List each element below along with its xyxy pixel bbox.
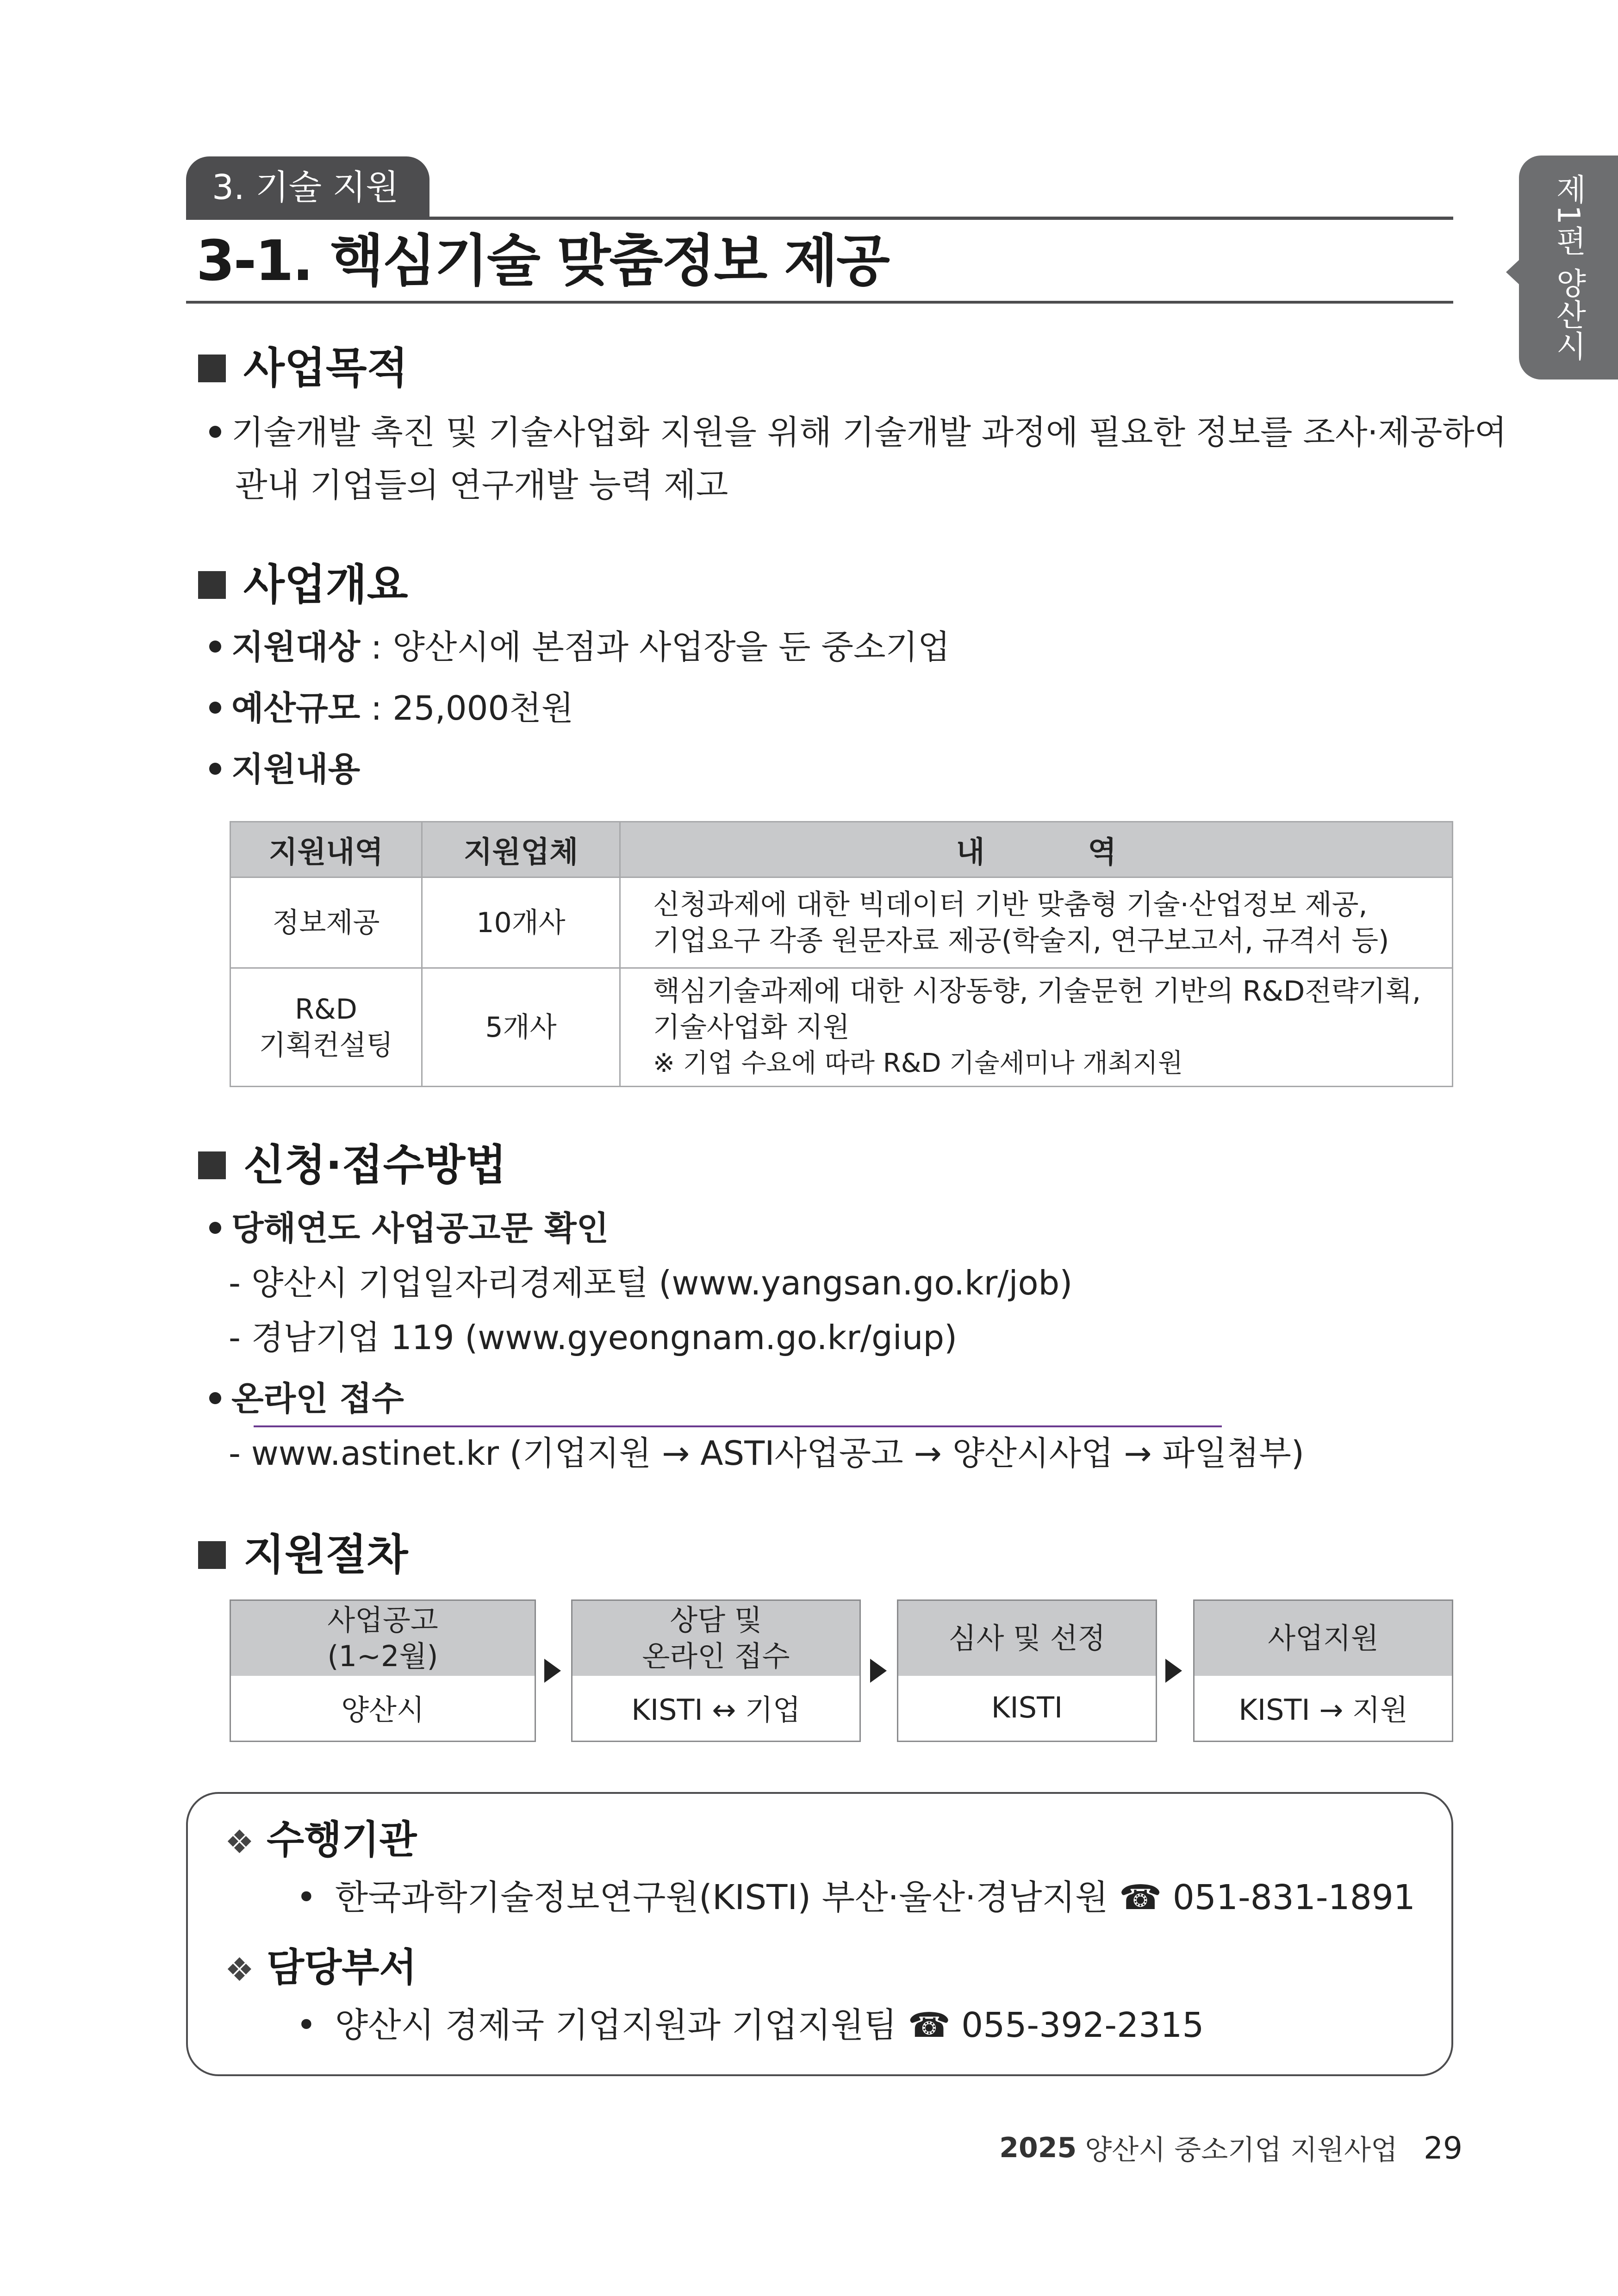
side-tab-label: 제1편 양산시: [1550, 173, 1587, 362]
table-cell-count: 5개사: [422, 968, 620, 1087]
arrow-right-icon: [870, 1659, 887, 1683]
apply-notice-link-2: - 경남기업 119 (www.gyeongnam.go.kr/giup): [229, 1318, 958, 1357]
overview-heading: [198, 557, 408, 613]
square-bullet-icon: [198, 1541, 226, 1569]
side-tab-pointer: [1506, 259, 1520, 285]
table-header-cell: 지원내역: [230, 822, 422, 877]
table-cell-detail: 신청과제에 대한 빅데이터 기반 맞춤형 기술·산업정보 제공, 기업요구 각종 원문자료 제공(학술지, 연구보고서, 규격서 등): [620, 877, 1453, 968]
square-bullet-icon: [198, 1151, 226, 1179]
agency-heading: ❖ 수행기관: [225, 1814, 417, 1867]
header-divider-top: [186, 217, 1453, 220]
purpose-heading: [198, 341, 408, 396]
header-divider-bottom: [186, 301, 1453, 304]
table-cell-count: 10개사: [422, 877, 620, 968]
footer-title: 양산시 중소기업 지원사업: [1085, 2134, 1398, 2166]
overview-target: 지원대상 : 양산시에 본점과 사업장을 둔 중소기업: [209, 624, 950, 670]
square-bullet-icon: [198, 571, 226, 599]
table-header-row: [230, 822, 1453, 877]
page-title: 3-1. 핵심기술 맞춤정보 제공: [196, 229, 889, 293]
overview-heading-text: 사업개요: [243, 560, 408, 610]
procedure-step-1: 사업공고 (1~2월) 양산시: [230, 1599, 536, 1742]
purpose-line-2: 관내 기업들의 연구개발 능력 제고: [235, 466, 728, 504]
apply-online: 온라인 접수: [209, 1375, 404, 1422]
table-row: [230, 968, 1453, 1087]
section-tab: 3. 기술 지원: [186, 156, 429, 218]
table-row: [230, 877, 1453, 968]
purpose-line-1: 기술개발 촉진 및 기술사업화 지원을 위해 기술개발 과정에 필요한 정보를 조사·제공하여: [209, 409, 1507, 455]
square-bullet-icon: [198, 355, 226, 382]
table-header-cell: 지원업체: [422, 822, 620, 877]
apply-online-link: - www.astinet.kr (기업지원 → ASTI사업공고 → 양산시사업 → 파일첨부): [229, 1434, 1304, 1473]
bullet-dot-icon: [209, 426, 221, 438]
procedure-step-4: 사업지원 KISTI → 지원: [1193, 1599, 1453, 1742]
bullet-dot-icon: [209, 763, 221, 775]
overview-budget: 예산규모 : 25,000천원: [209, 685, 573, 731]
procedure-step-3: 심사 및 선정 KISTI: [897, 1599, 1157, 1742]
procedure-heading: [198, 1527, 408, 1583]
bullet-dot-icon: [209, 702, 221, 714]
bullet-dot-icon: [209, 641, 221, 653]
bullet-dot-icon: [209, 1222, 221, 1234]
department-heading: ❖ 담당부서: [225, 1942, 417, 1995]
apply-notice-link-1: - 양산시 기업일자리경제포털 (www.yangsan.go.kr/job): [229, 1263, 1073, 1302]
diamond-bullet-icon: ❖: [225, 1951, 254, 1989]
table-note: ※ 기업 수요에 따라 R&D 기술세미나 개최지원: [653, 1048, 1183, 1078]
footer-year: 2025: [999, 2132, 1077, 2164]
department-line: • 양산시 경제국 기업지원과 기업지원팀 ☎ 055-392-2315: [296, 2005, 1204, 2045]
table-cell-item: R&D 기획컨설팅: [230, 968, 422, 1087]
overview-content: 지원내용: [209, 746, 360, 792]
table-header-cell: 내 역: [620, 822, 1453, 877]
apply-notice: 당해연도 사업공고문 확인: [209, 1205, 609, 1251]
procedure-step-2: 상담 및 온라인 접수 KISTI ↔ 기업: [571, 1599, 861, 1742]
table-cell-item: 정보제공: [230, 877, 422, 968]
arrow-right-icon: [544, 1659, 561, 1683]
page-footer: [999, 2128, 1462, 2168]
apply-heading: [198, 1138, 506, 1193]
diamond-bullet-icon: ❖: [225, 1823, 254, 1861]
arrow-right-icon: [1165, 1659, 1182, 1683]
online-underline: [254, 1425, 1222, 1427]
support-table: [230, 821, 1453, 1087]
procedure-heading-text: 지원절차: [243, 1530, 408, 1580]
purpose-heading-text: 사업목적: [243, 343, 408, 393]
page-number: 29: [1424, 2130, 1462, 2166]
bullet-dot-icon: [209, 1392, 221, 1404]
apply-heading-text: 신청·접수방법: [243, 1140, 507, 1190]
table-cell-detail: 핵심기술과제에 대한 시장동향, 기술문헌 기반의 R&D전략기획, 기술사업화 지원 ※ 기업 수요에 따라 R&D 기술세미나 개최지원: [620, 968, 1453, 1087]
agency-line: • 한국과학기술정보연구원(KISTI) 부산·울산·경남지원 ☎ 051-831-1891: [296, 1878, 1415, 1917]
